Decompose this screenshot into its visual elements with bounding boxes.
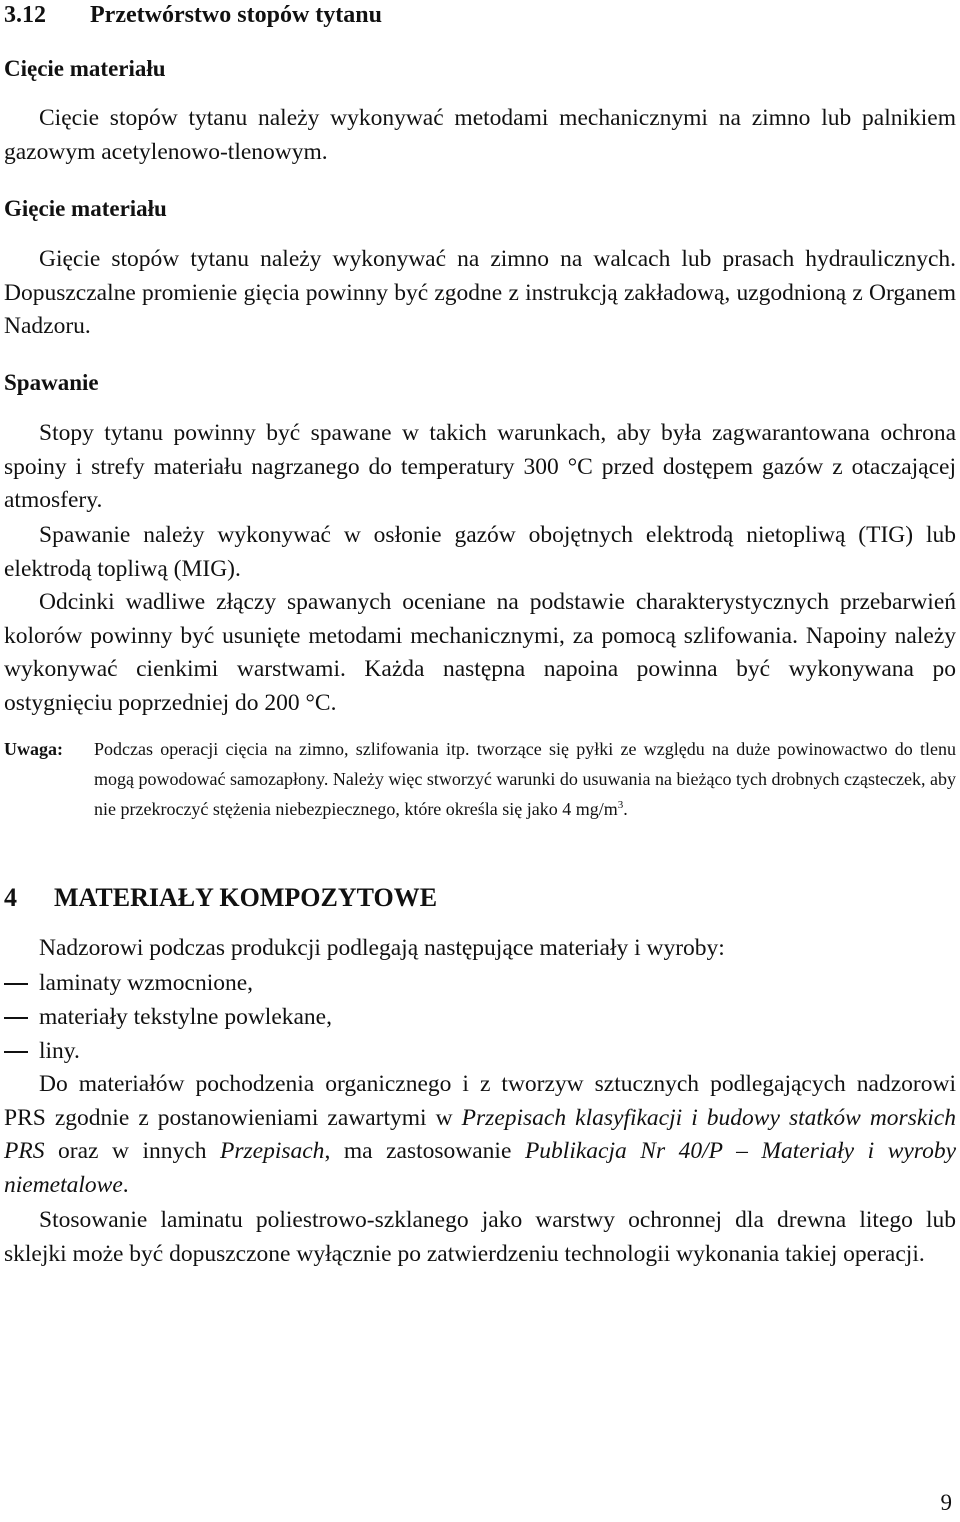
paragraph-organic-materials (4, 1068, 956, 1202)
paragraph-welding-1: Stopy tytanu powinny być spawane w takich warunkach, aby była zagwarantowana ochrona spoiny i strefy materiału nagrzanego do temperatury 300 °C przed dostępem gazów z otaczającej atmosfery. (4, 420, 956, 513)
paragraph-welding-2: Spawanie należy wykonywać w osłonie gazów obojętnych elektrodą nietopliwą (TIG) lub elektrodą topliwą (MIG). (4, 522, 956, 582)
paragraph-intro: Nadzorowi podczas produkcji podlegają następujące materiały i wyroby: (39, 935, 725, 961)
dash-bullet (4, 983, 28, 985)
section-number: 3.12 (4, 2, 46, 28)
section-title: Przetwórstwo stopów tytanu (90, 2, 382, 28)
p2-text-b: oraz w innych (44, 1138, 220, 1164)
list-item (4, 1034, 956, 1068)
p2-text-c: , ma zastosowanie (324, 1138, 525, 1164)
chapter-number: 4 (4, 883, 17, 912)
note-text (94, 734, 956, 824)
chapter-heading (4, 880, 437, 916)
paragraph-cutting: Cięcie stopów tytanu należy wykonywać metodami mechanicznymi na zimno lub palnikiem gazowym acetylenowo-tlenowym. (4, 105, 956, 165)
p2-italic-przepisach: Przepisach (220, 1138, 325, 1164)
section-heading (4, 0, 382, 30)
dash-bullet (4, 1017, 28, 1019)
subheading-cutting: Cięcie materiału (4, 56, 166, 81)
dash-bullet (4, 1051, 28, 1053)
p2-text-a: Do materiałów pochodzenia organicznego i z tworzyw sztucznych podlegających nadzorowi PRS zgodnie z postanowieniami zawartymi w (4, 1071, 956, 1131)
note-block (4, 734, 956, 824)
list-item-text: laminaty wzmocnione, (39, 970, 254, 996)
subheading-bending: Gięcie materiału (4, 196, 167, 221)
paragraph-laminate: Stosowanie laminatu poliestrowo-szklanego jako warstwy ochronnej dla drewna litego lub sklejki może być dopuszczone wyłącznie po zatwierdzeniu technologii wykonania takiej operacji. (4, 1207, 956, 1267)
paragraph-welding-3: Odcinki wadliwe złączy spawanych oceniane na podstawie charakterystycznych przebarwień kolorów powinny być usunięte metodami mechanicznymi, za pomocą szlifowania. Napoiny należy wykonywać cienkimi warstwami. Każda następna napoina powinna być wykonywana po ostygnięciu poprzedniej do 200 °C. (4, 589, 956, 716)
list-item-text: materiały tekstylne powlekane, (39, 1004, 332, 1030)
page-number: 9 (940, 1490, 952, 1515)
chapter-title: MATERIAŁY KOMPOZYTOWE (54, 883, 438, 912)
note-superscript: 3 (617, 799, 624, 811)
note-label: Uwaga: (4, 739, 63, 759)
p2-text-d: . (122, 1171, 129, 1198)
subheading-welding: Spawanie (4, 370, 99, 395)
p2-italic-publication: Publikacja Nr 40/P – Materiały i wyroby niemetalowe (4, 1138, 956, 1198)
paragraph-bending: Gięcie stopów tytanu należy wykonywać na zimno na walcach lub prasach hydraulicznych. Dopuszczalne promienie gięcia powinny być zgodne z instrukcją zakładową, uzgodnioną z Organem Nadzoru. (4, 246, 956, 339)
p2-italic-rules: Przepisach klasyfikacji i budowy statków morskich PRS (4, 1104, 956, 1164)
note-body: Podczas operacji cięcia na zimno, szlifowania itp. tworzące się pyłki ze względu na duże powinowactwo do tlenu mogą powodować samozapłony. Należy więc stworzyć warunki do usuwania na bieżąco tych drobnych cząsteczek, aby nie przekroczyć stężenia niebezpiecznego, które określa się jako 4 mg/m (94, 739, 956, 819)
note-end: . (623, 799, 628, 819)
list-item (4, 966, 956, 1000)
list-item (4, 1000, 956, 1034)
list-item-text: liny. (39, 1038, 80, 1064)
materials-list (4, 966, 956, 1068)
